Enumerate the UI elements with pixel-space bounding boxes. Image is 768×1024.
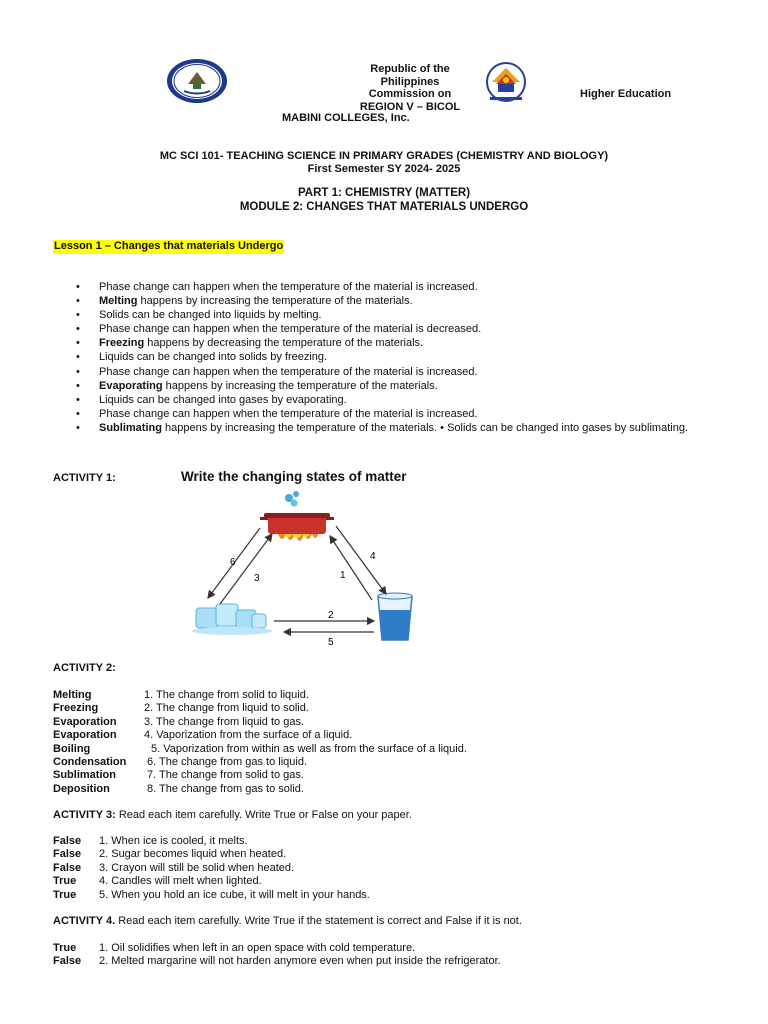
lesson-title: Lesson 1 – Changes that materials Undergo [54, 240, 284, 252]
republic-line-4: REGION V – BICOL [359, 100, 461, 113]
tf-answer: False [53, 861, 82, 874]
activity1-label: ACTIVITY 1: [53, 472, 116, 484]
tf-answer: True [53, 888, 77, 901]
republic-line-1: Republic of the [370, 63, 450, 75]
higher-education-label: Higher Education [580, 88, 672, 100]
definition: 5. Vaporization from within as well as from the surface of a liquid. [151, 742, 467, 755]
arrow-label-2: 2 [328, 610, 334, 621]
tf-statement: 5. When you hold an ice cube, it will melt in your hands. [99, 888, 370, 901]
states-of-matter-diagram [190, 486, 450, 646]
bullet-item: • Phase change can happen when the temperature of the material is increased. [76, 407, 726, 421]
tf-statement: 4. Candles will melt when lighted. [99, 875, 262, 888]
tf-statement: 1. Oil solidifies when left in an open space with cold temperature. [99, 942, 416, 954]
activity3-text: Read each item carefully. Write True or False on your paper. [115, 809, 412, 821]
definition: 8. The change from gas to solid. [147, 782, 304, 795]
republic-header [350, 63, 470, 113]
steam-icon [285, 491, 299, 507]
activity4-text: Read each item carefully. Write True if the statement is correct and False if it is not. [115, 915, 522, 927]
term: Melting [53, 689, 92, 701]
glass-of-water-icon [378, 593, 412, 640]
module-title: MODULE 2: CHANGES THAT MATERIALS UNDERGO [239, 200, 529, 213]
mabini-colleges-seal [166, 58, 228, 104]
definition: 3. The change from liquid to gas. [144, 715, 305, 728]
bullet-item: • Freezing happens by decreasing the temperature of the materials. [76, 336, 726, 350]
bullet-item: • Sublimating happens by increasing the temperature of the materials. • Solids can be changed into gases by sublimating. [76, 421, 726, 435]
lesson-bullets [76, 280, 726, 435]
tf-statement: 2. Sugar becomes liquid when heated. [99, 848, 287, 861]
activity2-label: ACTIVITY 2: [53, 662, 116, 674]
ice-cubes-icon [192, 604, 272, 635]
arrow-label-6: 6 [230, 557, 236, 568]
bullet-item: • Phase change can happen when the temperature of the material is decreased. [76, 322, 726, 336]
definition: 7. The change from solid to gas. [147, 769, 304, 782]
tf-answer: False [53, 835, 82, 847]
semester: First Semester SY 2024- 2025 [307, 162, 461, 175]
arrow-label-4: 4 [370, 551, 376, 562]
definition: 2. The change from liquid to solid. [144, 702, 309, 715]
activity1-title: Write the changing states of matter [181, 469, 407, 484]
bullet-item: • Solids can be changed into liquids by melting. [76, 308, 726, 322]
tf-statement: 2. Melted margarine will not harden anymore even when put inside the refrigerator. [99, 955, 501, 968]
arrow-label-5: 5 [328, 637, 334, 646]
bullet-item: • Melting happens by increasing the temperature of the materials. [76, 294, 726, 308]
arrow-label-1: 1 [340, 570, 346, 581]
term: Boiling [53, 742, 91, 755]
activity3-label: ACTIVITY 3: [53, 809, 116, 821]
term: Condensation [53, 755, 127, 768]
tf-answer: True [53, 875, 77, 888]
arrow-label-3: 3 [254, 573, 260, 584]
course-title: MC SCI 101- TEACHING SCIENCE IN PRIMARY GRADES (CHEMISTRY AND BIOLOGY) [159, 150, 609, 162]
activity3-instruction [53, 809, 412, 823]
bullet-item: • Liquids can be changed into gases by evaporating. [76, 393, 726, 407]
college-of-education-logo [478, 60, 534, 106]
activity4-instruction [53, 915, 522, 929]
bullet-item: • Evaporating happens by increasing the temperature of the materials. [76, 379, 726, 393]
college-name: MABINI COLLEGES, Inc. [282, 112, 410, 124]
bullet-item: • Phase change can happen when the temperature of the material is increased. [76, 365, 726, 379]
term: Sublimation [53, 769, 116, 782]
tf-statement: 1. When ice is cooled, it melts. [99, 835, 248, 847]
definition: 4. Vaporization from the surface of a liquid. [144, 729, 353, 742]
definition: 1. The change from solid to liquid. [144, 689, 309, 701]
term: Freezing [53, 702, 99, 715]
tf-answer: True [53, 942, 77, 954]
boiling-pot-icon [260, 513, 334, 541]
activity4-label: ACTIVITY 4. [53, 915, 116, 927]
term: Evaporation [53, 715, 117, 728]
tf-answer: False [53, 848, 82, 861]
term: Deposition [53, 782, 110, 795]
definition: 6. The change from gas to liquid. [147, 755, 308, 768]
term: Evaporation [53, 729, 117, 742]
course-header [0, 150, 768, 175]
bullet-item: • Phase change can happen when the temperature of the material is increased. [76, 280, 726, 294]
republic-line-3: Commission on [368, 88, 452, 101]
republic-line-2: Philippines [380, 75, 440, 88]
tf-statement: 3. Crayon will still be solid when heated. [99, 861, 295, 874]
bullet-item: • Liquids can be changed into solids by freezing. [76, 350, 726, 364]
part-title: PART 1: CHEMISTRY (MATTER) [297, 187, 471, 199]
part-header [0, 187, 768, 214]
tf-answer: False [53, 955, 82, 968]
